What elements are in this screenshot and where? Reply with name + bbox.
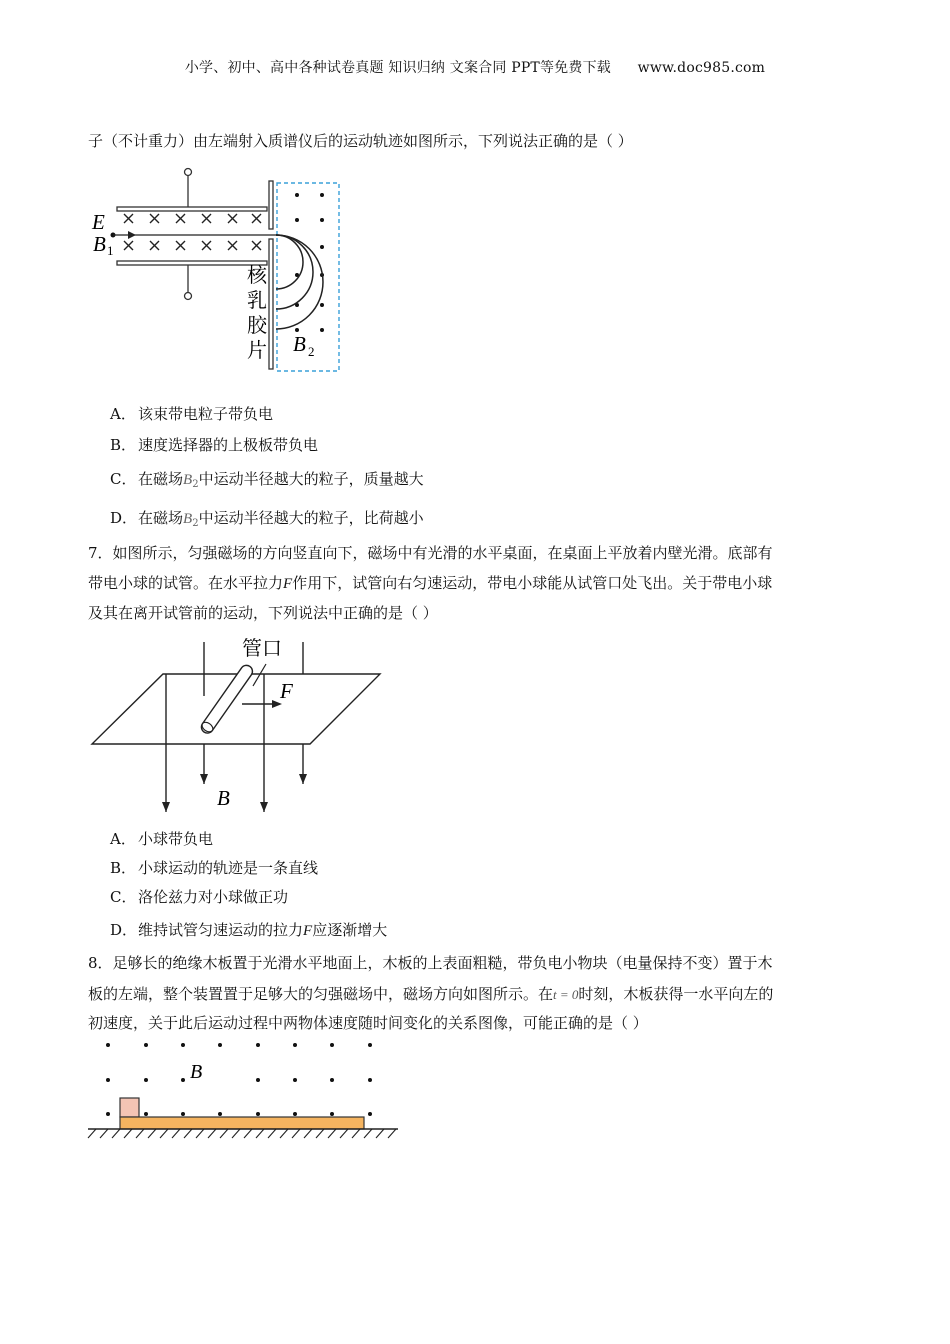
- q6-mass-spectrometer-figure: [90, 165, 350, 380]
- q8-stem-line-3: 初速度，关于此后运动过程中两物体速度随时间变化的关系图像，可能正确的是（ ）: [88, 1014, 648, 1032]
- label-field-b-q8: B: [190, 1061, 203, 1083]
- q7-option-d-letter: D．: [110, 921, 138, 939]
- label-b2: B: [293, 332, 306, 356]
- film-char-2: 乳: [247, 290, 267, 312]
- q6-option-c-symbol-sub: 2: [192, 479, 199, 490]
- q6-option-c-pre: 在磁场: [138, 470, 184, 488]
- film-char-4: 片: [247, 340, 267, 362]
- q8-stem-symbol-t: t = 0: [553, 987, 579, 1002]
- q7-option-b-text: 小球运动的轨迹是一条直线: [138, 859, 319, 877]
- q7-option-b[interactable]: [110, 858, 318, 878]
- q6-option-d-symbol: B: [183, 511, 193, 527]
- q6-option-b-text: 速度选择器的上极板带负电: [138, 436, 319, 454]
- q8-stem-line-2: [88, 984, 773, 1005]
- page-header: [0, 57, 950, 77]
- q6-option-b[interactable]: [110, 435, 318, 455]
- q7-stem-line-2: [88, 573, 772, 594]
- q7-option-d-post: 应逐渐增大: [312, 921, 388, 939]
- q6-option-b-letter: B．: [110, 436, 137, 454]
- q6-option-d-symbol-sub: 2: [192, 518, 199, 529]
- label-e: E: [92, 210, 105, 234]
- q8-board-figure: [86, 1036, 406, 1142]
- q8-stem-line-2-pre: 板的左端，整个装置置于足够大的匀强磁场中，磁场方向如图所示。在: [88, 985, 554, 1003]
- q7-stem-line-1: 7．如图所示，匀强磁场的方向竖直向下，磁场中有光滑的水平桌面，在桌面上平放着内壁光滑。底部有: [88, 544, 773, 562]
- q6-option-d-letter: D．: [110, 509, 138, 527]
- q7-stem-line-2-pre: 带电小球的试管。在水平拉力: [88, 574, 284, 592]
- label-b2-sub: 2: [308, 344, 315, 359]
- q6-option-c-symbol: B: [183, 472, 193, 488]
- q7-option-d[interactable]: [110, 920, 387, 941]
- label-force-f: F: [280, 679, 293, 703]
- q6-option-d-post: 中运动半径越大的粒子，比荷越小: [198, 509, 424, 527]
- q7-option-b-letter: B．: [110, 859, 137, 877]
- q7-stem-symbol-f: F: [283, 576, 293, 592]
- q7-test-tube-figure: [88, 632, 388, 814]
- label-tube-mouth: 管口: [242, 638, 282, 660]
- film-char-1: 核: [247, 265, 267, 287]
- film-char-3: 胶: [247, 315, 267, 337]
- q6-option-d[interactable]: [110, 508, 424, 534]
- q6-option-c-post: 中运动半径越大的粒子，质量越大: [198, 470, 424, 488]
- q7-option-a-text: 小球带负电: [138, 830, 214, 848]
- q7-option-a[interactable]: [110, 829, 213, 849]
- q6-option-c[interactable]: [110, 469, 424, 495]
- header-site: www.doc985.com: [637, 60, 766, 76]
- q7-option-c-text: 洛伦兹力对小球做正功: [138, 888, 289, 906]
- label-field-b: B: [217, 786, 230, 810]
- q6-option-c-letter: C．: [110, 470, 137, 488]
- label-b1-sub: 1: [107, 243, 114, 258]
- q8-stem-line-2-post: 时刻，木板获得一水平向左的: [578, 985, 774, 1003]
- q7-option-a-letter: A．: [110, 830, 136, 848]
- q6-stem: 子（不计重力）由左端射入质谱仪后的运动轨迹如图所示，下列说法正确的是（ ）: [88, 132, 633, 150]
- q7-stem-line-2-post: 作用下，试管向右匀速运动，带电小球能从试管口处飞出。关于带电小球: [292, 574, 773, 592]
- q7-stem-line-3: 及其在离开试管前的运动，下列说法中正确的是（ ）: [88, 604, 438, 622]
- q6-option-a[interactable]: [110, 404, 273, 424]
- q6-option-a-letter: A．: [110, 405, 136, 423]
- q8-stem-line-1: 8．足够长的绝缘木板置于光滑水平地面上，木板的上表面粗糙，带负电小物块（电量保持不变）置于木: [88, 954, 773, 972]
- q7-option-d-symbol: F: [303, 923, 313, 939]
- q7-option-c-letter: C．: [110, 888, 137, 906]
- q6-option-d-pre: 在磁场: [138, 509, 184, 527]
- q7-option-c[interactable]: [110, 887, 288, 907]
- header-text: 小学、初中、高中各种试卷真题 知识归纳 文案合同 PPT等免费下载: [184, 60, 611, 76]
- q6-option-a-text: 该束带电粒子带负电: [138, 405, 274, 423]
- label-b1: B: [93, 232, 106, 256]
- q7-option-d-pre: 维持试管匀速运动的拉力: [138, 921, 304, 939]
